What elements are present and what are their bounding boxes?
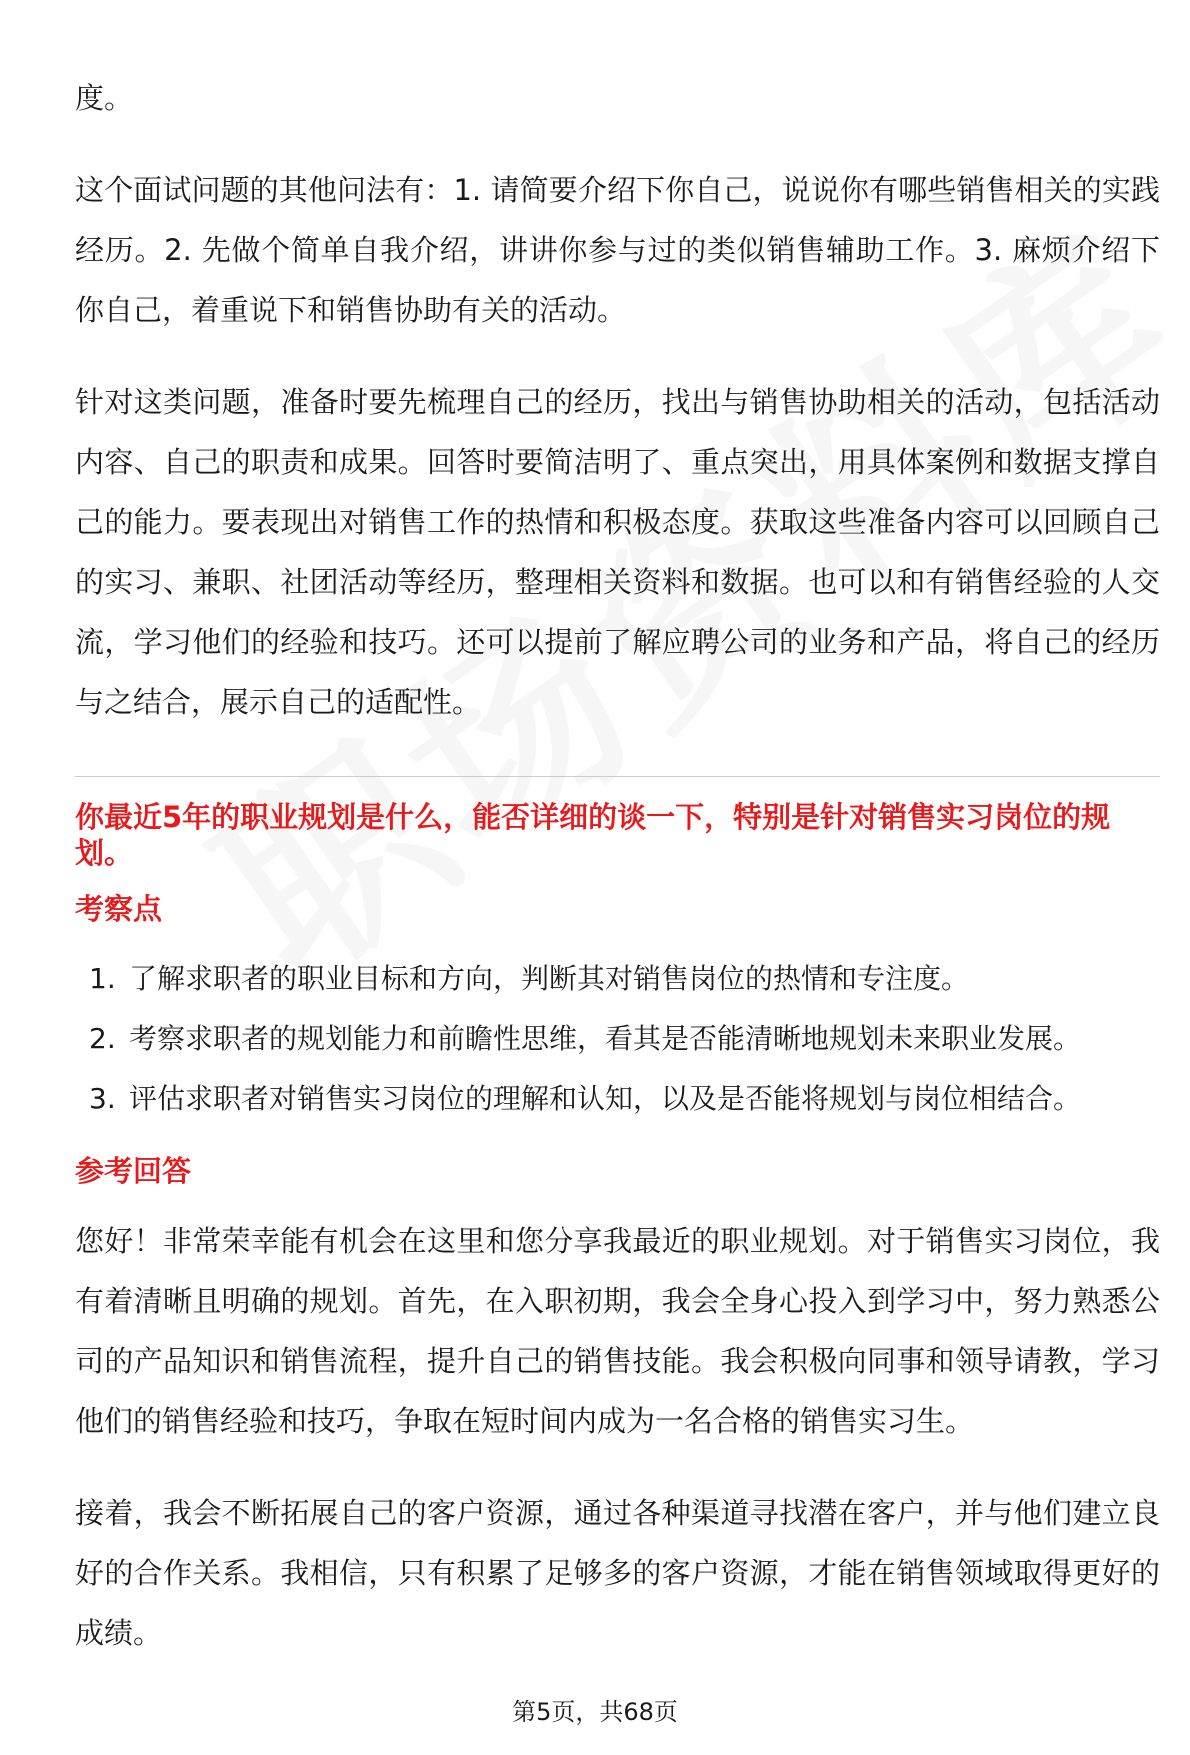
section-divider [75,776,1160,777]
assessment-title: 考察点 [75,892,163,926]
question-heading: 你最近5年的职业规划是什么，能否详细的谈一下，特别是针对销售实习岗位的规划。 [75,800,1111,870]
answer-title: 参考回答 [75,1154,192,1188]
intro-tail: 度。 [75,81,134,115]
list-text: 考察求职者的规划能力和前瞻性思维，看其是否能清晰地规划未来职业发展。 [129,1022,1082,1055]
list-item [75,1069,1160,1129]
list-item [75,949,1160,1009]
answer-paragraph: 接着，我会不断拓展自己的客户资源，通过各种渠道寻找潜在客户，并与他们建立良好的合作关系。我相信，只有积累了足够多的客户资源，才能在销售领域取得更好的成绩。 [75,1496,1160,1650]
document-body [75,68,1160,1663]
list-item [75,1009,1160,1069]
list-number: 2. [89,1022,116,1055]
alt-questions-paragraph: 这个面试问题的其他问法有：1. 请简要介绍下你自己，说说你有哪些销售相关的实践经历。2. 先做个简单自我介绍，讲讲你参与过的类似销售辅助工作。3. 麻烦介绍下你自己，着重说下和销售协助有关的活动。 [75,173,1160,327]
prep-advice-paragraph: 针对这类问题，准备时要先梳理自己的经历，找出与销售协助相关的活动，包括活动内容、自己的职责和成果。回答时要简洁明了、重点突出，用具体案例和数据支撑自己的能力。要表现出对销售工作的热情和积极态度。获取这些准备内容可以回顾自己的实习、兼职、社团活动等经历，整理相关资料和数据。也可以和有销售经验的人交流，学习他们的经验和技巧。还可以提前了解应聘公司的业务和产品，将自己的经历与之结合，展示自己的适配性。 [75,385,1160,719]
page-footer: 第5页，共68页 [512,1698,678,1726]
assessment-list [75,949,1160,1129]
list-text: 了解求职者的职业目标和方向，判断其对销售岗位的热情和专注度。 [129,962,970,995]
list-number: 3. [89,1082,116,1115]
answer-paragraph: 您好！非常荣幸能有机会在这里和您分享我最近的职业规划。对于销售实习岗位，我有着清晰且明确的规划。首先，在入职初期，我会全身心投入到学习中，努力熟悉公司的产品知识和销售流程，提升自己的销售技能。我会积极向同事和领导请教，学习他们的销售经验和技巧，争取在短时间内成为一名合格的销售实习生。 [75,1224,1160,1438]
list-number: 1. [89,962,116,995]
list-text: 评估求职者对销售实习岗位的理解和认知，以及是否能将规划与岗位相结合。 [129,1082,1082,1115]
